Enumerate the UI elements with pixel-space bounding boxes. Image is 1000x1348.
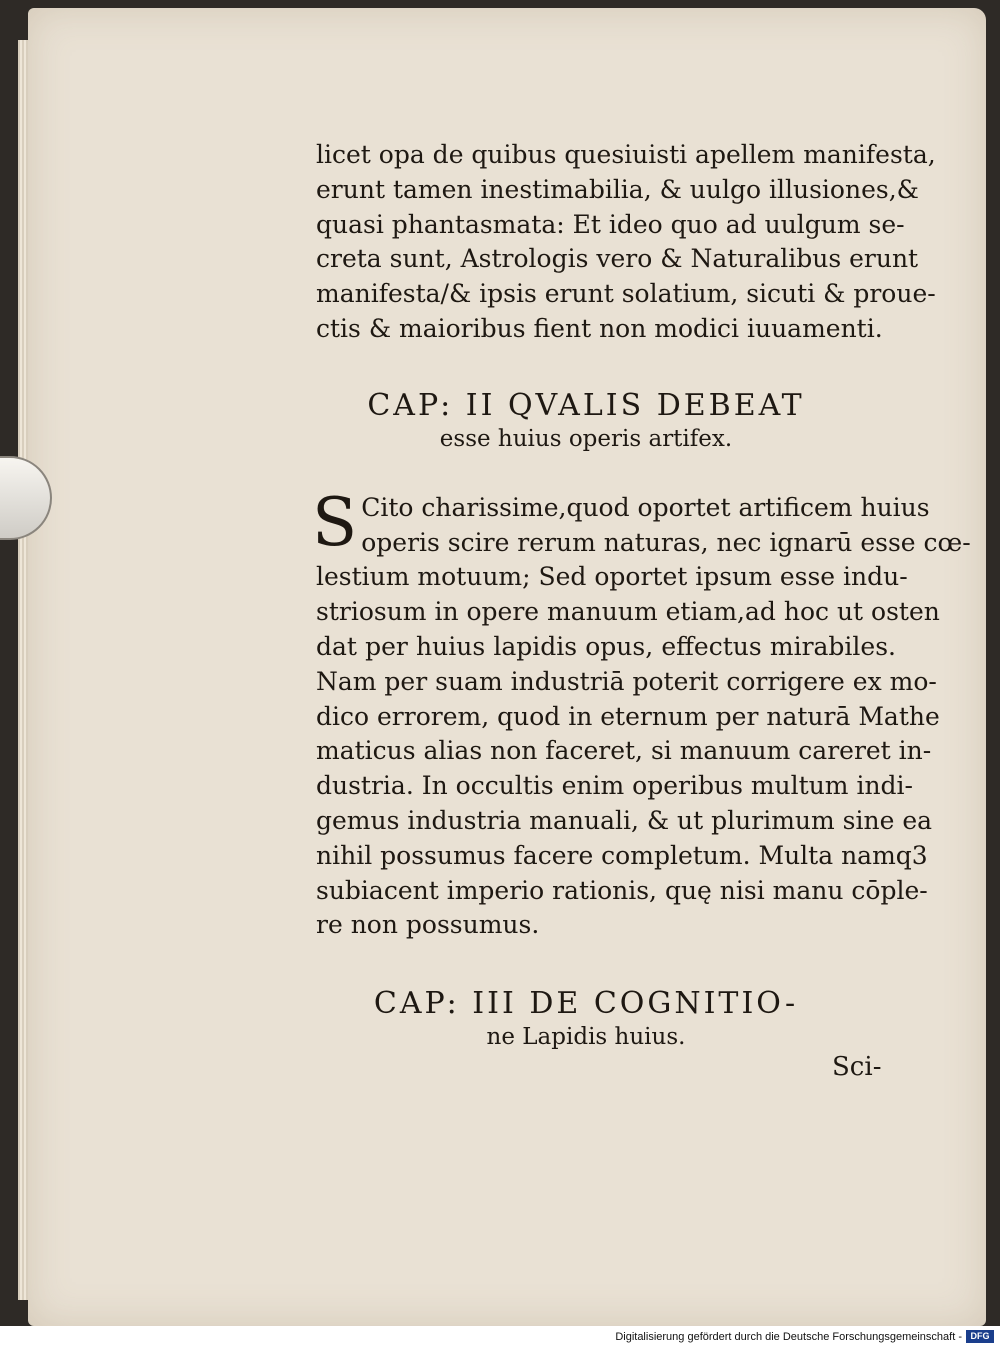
chapter-subtitle: ne Lapidis huius. (486, 1024, 686, 1051)
text-line: lestium motuum; Sed oportet ipsum esse indu- (316, 562, 908, 592)
text-line: maticus alias non faceret, si manuum careret in- (316, 736, 932, 766)
text-line: gemus industria manuali, & ut plurimum sine ea (316, 805, 933, 835)
text-line: dico errorem, quod in eternum per naturā Mathe (316, 701, 940, 731)
chapter-title: CAP: III DE COGNITIO- (373, 986, 799, 1022)
text-line: ctis & maioribus fient non modici iuuamenti. (316, 313, 883, 343)
printed-text (312, 130, 971, 1051)
text-line: re non possumus. (316, 910, 540, 940)
text-line: quasi phantasmata: Et ideo quo ad uulgum se- (316, 209, 905, 239)
text-line: subiacent imperio rationis, quę nisi manu cōple- (316, 875, 928, 905)
paragraph-2 (312, 483, 971, 943)
dfg-logo: DFG (966, 1330, 994, 1343)
text-line: licet opa de quibus quesiuisti apellem manifesta, (316, 140, 936, 169)
text-line: Nam per suam industriā poterit corrigere ex mo- (316, 666, 937, 696)
text-line: operis scire rerum naturas, nec ignarū esse cœ- (361, 527, 971, 557)
text-line: nihil possumus facere completum. Multa namq3 (316, 840, 928, 870)
text-line: dat per huius lapidis opus, effectus mirabiles. (316, 631, 896, 661)
text-line: dustria. In occultis enim operibus multum indi- (316, 771, 913, 801)
chapter-subtitle: esse huius operis artifex. (439, 425, 733, 452)
funding-notice: Digitalisierung gefördert durch die Deutsche Forschungsgemeinschaft - (615, 1331, 962, 1343)
catchword: Sci- (832, 1052, 882, 1082)
chapter-3-heading (326, 985, 846, 1051)
digitization-footer (0, 1326, 1000, 1348)
paragraph-1 (316, 138, 936, 347)
text-line: creta sunt, Astrologis vero & Naturalibus erunt (316, 244, 919, 274)
chapter-2-heading (326, 387, 846, 453)
text-line: Cito charissime,quod oportet artificem huius (361, 492, 930, 522)
text-line: erunt tamen inestimabilia, & uulgo illusiones,& (316, 174, 919, 204)
chapter-title: CAP: II QVALIS DEBEAT (367, 387, 805, 423)
drop-cap: S (312, 483, 358, 561)
text-line: manifesta/& ipsis erunt solatium, sicuti & proue- (316, 279, 936, 309)
text-line: striosum in opere manuum etiam,ad hoc ut osten (316, 597, 940, 627)
